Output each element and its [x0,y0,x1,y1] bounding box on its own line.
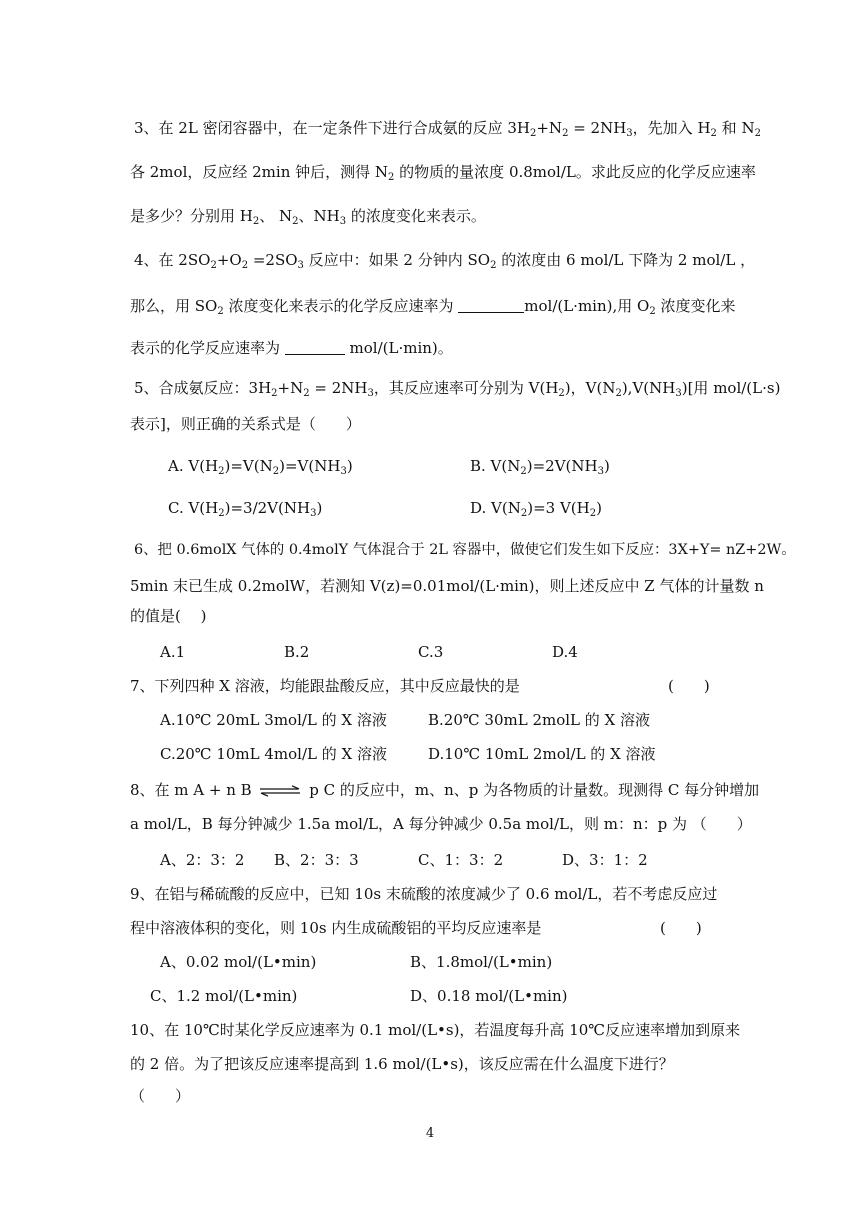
q4-line2-text-b: mol/(L·min),用 $O_2$ 浓度变化来 [524,297,736,317]
q9-option-c: C、1.2 mol/(L•min) [150,987,298,1005]
q7-option-b: B.20℃ 30mL 2molL 的 X 溶液 [428,711,651,729]
q5-option-a: A. $V(H_2)=V(N_2)=V(NH_3)$ [168,457,353,477]
q6-option-b: B.2 [284,643,310,661]
q4-line2 [130,296,735,322]
q9-option-a: A、0.02 mol/(L•min) [160,953,317,971]
answer-blank-2[interactable] [285,340,345,355]
q3-line3: 是多少？分别用 $H_2$、 $N_2$、$NH_3$ 的浓度变化来表示。 [130,207,486,227]
q8-line1-text-a: 8、在 m A + n B [130,781,252,799]
q7-line1: 7、下列四种 X 溶液，均能跟盐酸反应，其中反应最快的是 [130,677,520,695]
q8-line1 [130,780,759,800]
q7-option-d: D.10℃ 10mL 2mol/L 的 X 溶液 [428,745,656,763]
q6-line3: 的值是( ) [130,607,207,625]
equilibrium-arrow-icon [258,785,302,797]
q5-line2: 表示]，则正确的关系式是（ ） [130,415,361,433]
q5-option-d: D. $V(N_2)=3$ $V(H_2)$ [470,499,602,519]
answer-blank-1[interactable] [458,298,524,313]
page-number: 4 [425,1126,435,1141]
q4-line3-text-b: mol/(L·min)。 [344,339,453,357]
q10-line1: 10、在 10℃时某化学反应速率为 0.1 mol/(L•s)，若温度每升高 10℃反应速率增加到原来 [130,1021,741,1039]
q7-answer-paren: ( ) [668,677,710,695]
q10-line2: 的 2 倍。为了把该反应速率提高到 1.6 mol/(L•s)，该反应需在什么温度下进行？ [130,1055,674,1073]
q9-answer-paren: ( ) [660,919,702,937]
q5-line1: 5、合成氨反应：$3H_2+N_2 = 2NH_3$，其反应速率可分别为 $V(H_2)$，$V(N_2),V(NH_3)$[用 mol/(L·s) [134,379,781,399]
q4-line1: 4、在 $2SO_2+O_2 =2SO_3$ 反应中：如果 2 分钟内 $SO_2$ 的浓度由 6 mol/L 下降为 2 mol/L ， [134,251,756,271]
q8-option-a: A、2：3：2 [160,851,245,869]
q6-line1: 6、把 0.6molX 气体的 0.4molY 气体混合于 2L 容器中，做使它们发生如下反应：3X+Y= nZ+2W。 [134,542,796,558]
q6-line2: 5min 末已生成 0.2molW，若测知 V(z)=0.01mol/(L·min)，则上述反应中 Z 气体的计量数 n [130,577,764,595]
q6-option-a: A.1 [160,643,186,661]
q4-line2-text-a: 那么，用 $SO_2$ 浓度变化来表示的化学反应速率为 [130,297,459,317]
q7-option-a: A.10℃ 20mL 3mol/L 的 X 溶液 [160,711,387,729]
q9-option-b: B、1.8mol/(L•min) [410,953,553,971]
q9-line1: 9、在铝与稀硫酸的反应中，已知 10s 末硫酸的浓度减少了 0.6 mol/L，若不考虑反应过 [130,885,718,903]
q7-option-c: C.20℃ 10mL 4mol/L 的 X 溶液 [160,745,387,763]
q3-line2: 各 2mol，反应经 2min 钟后，测得 $N_2$ 的物质的量浓度 0.8mol/L。求此反应的化学反应速率 [130,163,756,183]
q6-option-c: C.3 [418,643,444,661]
q6-option-d: D.4 [552,643,578,661]
q4-line3 [130,338,453,358]
q8-line2: a mol/L，B 每分钟减少 1.5a mol/L，A 每分钟减少 0.5a mol/L，则 m：n：p 为 （ ） [130,815,752,833]
q8-option-b: B、2：3：3 [274,851,359,869]
q3-line1: 3、在 2L 密闭容器中，在一定条件下进行合成氨的反应 $3H_2+N_2 = 2NH_3$，先加入 $H_2$ 和 $N_2$ [134,119,761,139]
q5-option-b: B. $V(N_2)=2V(NH_3)$ [470,457,610,477]
q5-option-c: C. $V(H_2)=3/2V(NH_3)$ [168,499,323,519]
q9-line2: 程中溶液体积的变化，则 10s 内生成硫酸铝的平均反应速率是 [130,919,542,937]
q10-line3: （ ） [130,1087,191,1105]
q8-option-d: D、3：1：2 [562,851,648,869]
q8-option-c: C、1：3：2 [418,851,504,869]
q4-line3-text-a: 表示的化学反应速率为 [130,339,285,357]
q9-option-d: D、0.18 mol/(L•min) [410,987,568,1005]
q8-line1-text-b: p C 的反应中，m、n、p 为各物质的计量数。现测得 C 每分钟增加 [309,781,760,799]
